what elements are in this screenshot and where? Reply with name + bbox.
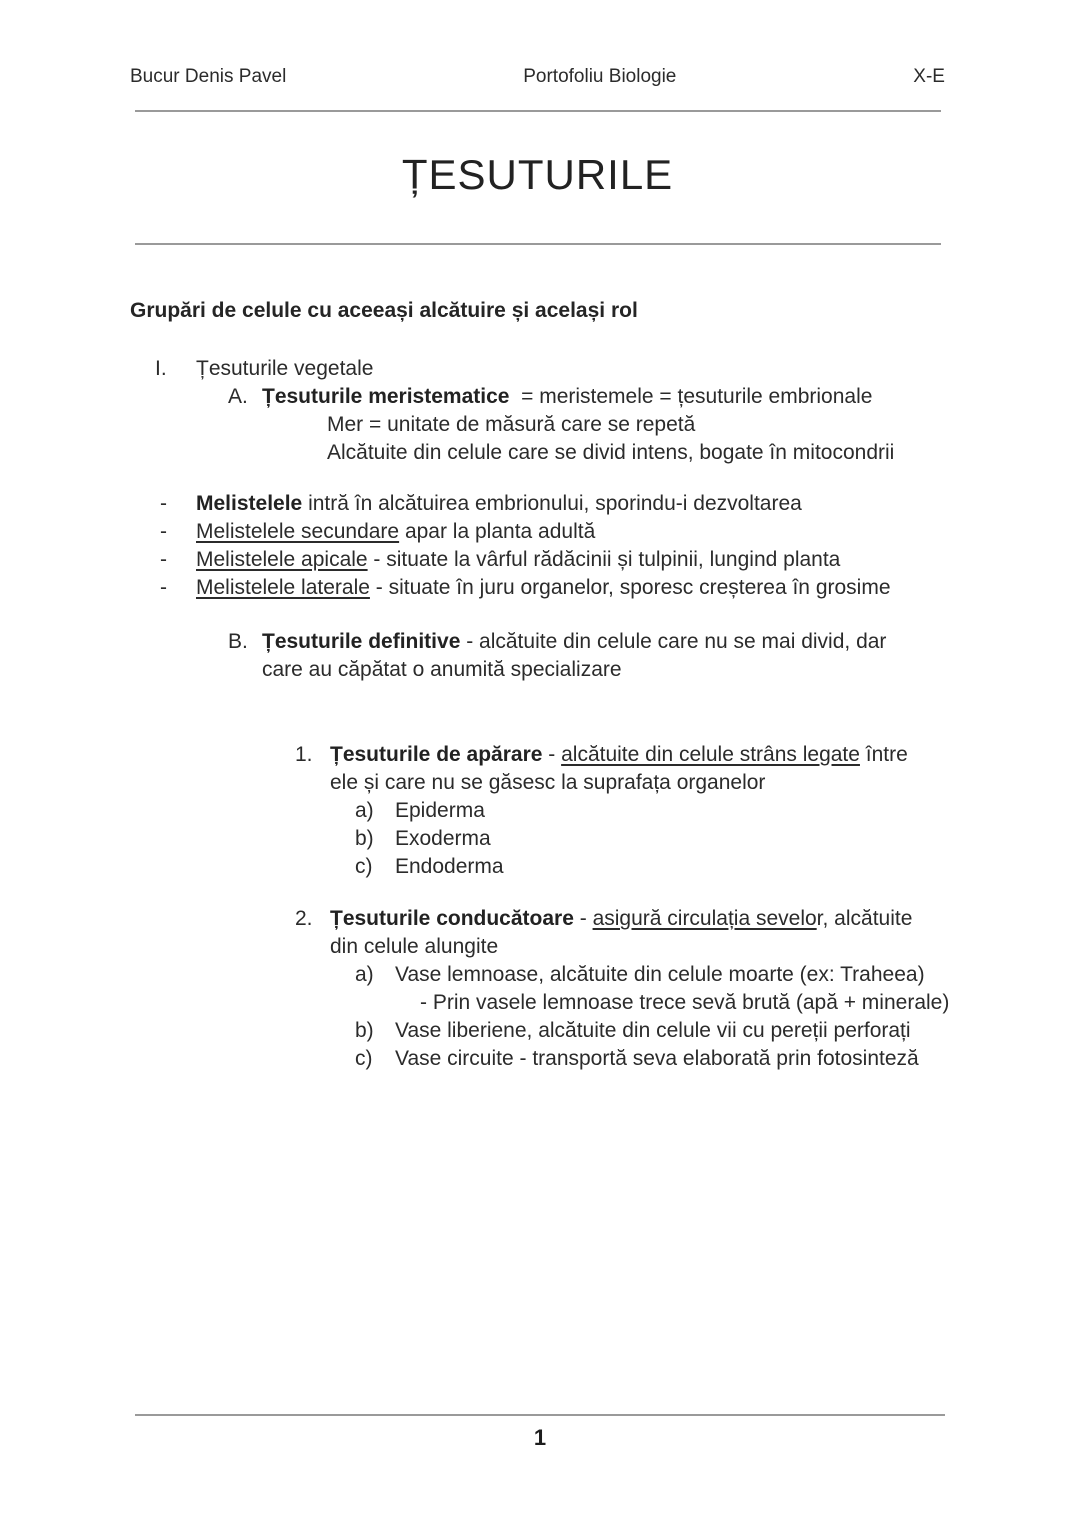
list-item-A-line2: Mer = unitate de măsură care se repetă <box>327 413 696 436</box>
dash-item-2-text <box>196 518 595 546</box>
list-item-B-line2: care au căpătat o anumită specializare <box>262 658 622 681</box>
sub-marker-2a: a) <box>355 963 374 986</box>
dash-item-2-rest: apar la planta adultă <box>399 520 596 543</box>
dash-list <box>130 490 945 602</box>
numbered-item-2 <box>130 905 945 933</box>
dash-item-3-rest: - situate la vârful rădăcinii și tulpinii, lungind planta <box>367 548 841 571</box>
header-divider <box>135 110 941 112</box>
dash-item-2 <box>130 518 945 546</box>
term-melistelele-apicale: Melistelele apicale <box>196 548 368 571</box>
header-class: X-E <box>913 66 945 87</box>
numbered-item-1-after: între <box>859 743 908 766</box>
numbered-item-1-sep: - <box>542 743 562 766</box>
numbered-item-2-block <box>130 905 950 1073</box>
term-tesuturile-definitive: Țesuturile definitive <box>262 630 461 653</box>
page-footer <box>135 1414 945 1452</box>
section-heading: Grupări de celule cu aceeași alcătuire și același rol <box>130 299 638 322</box>
sub-marker-1b: b) <box>355 827 374 850</box>
numbered-marker-2: 2. <box>295 907 313 930</box>
sub-item-2a-note: - Prin vasele lemnoase trece sevă brută (apă + minerale) <box>420 991 950 1014</box>
sub-marker-1a: a) <box>355 799 374 822</box>
term-tesuturile-conducatoare: Țesuturile conducătoare <box>330 907 574 930</box>
dash-item-3-text <box>196 546 840 574</box>
sub-marker-2c: c) <box>355 1047 373 1070</box>
list-item-B-rest: - alcătuite din celule care nu se mai divid, dar <box>460 630 887 653</box>
term-melistelele-secundare: Melistelele secundare <box>196 520 400 543</box>
numbered-item-1-block <box>130 741 945 881</box>
sub-item-2a <box>130 961 945 989</box>
header-author: Bucur Denis Pavel <box>130 66 287 87</box>
sub-item-1b-text: Exoderma <box>395 827 491 850</box>
dash-item-1-rest: intră în alcătuirea embrionului, sporindu-i dezvoltarea <box>302 492 802 515</box>
dash-marker: - <box>160 576 167 599</box>
sub-item-2c <box>130 1045 945 1073</box>
numbered-item-1-text <box>330 741 908 769</box>
term-tesuturile-de-aparare: Țesuturile de apărare <box>330 743 543 766</box>
numbered-item-1-line2: ele și care nu se găsesc la suprafața organelor <box>330 771 766 794</box>
footer-divider <box>135 1414 945 1416</box>
sub-item-1c-text: Endoderma <box>395 855 504 878</box>
list-marker-A: A. <box>228 385 248 408</box>
list-item-roman-I <box>130 355 945 383</box>
term-melistelele: Melistelele <box>196 492 303 515</box>
sub-item-2b <box>130 1017 945 1045</box>
sub-item-2a-text: Vase lemnoase, alcătuite din celule moarte (ex: Traheea) <box>395 963 925 986</box>
sub-item-1b <box>130 825 945 853</box>
title-divider <box>135 243 941 245</box>
list-item-A <box>130 383 945 411</box>
numbered-item-2-sep: - <box>573 907 593 930</box>
numbered-marker-1: 1. <box>295 743 313 766</box>
page-header <box>130 0 945 89</box>
list-item-B-text <box>262 628 886 656</box>
underlined-phrase-aparare: alcătuite din celule strâns legate <box>561 743 860 766</box>
list-item-roman-I-text: Țesuturile vegetale <box>196 357 374 380</box>
dash-item-1 <box>130 490 945 518</box>
sub-marker-1c: c) <box>355 855 373 878</box>
dash-item-1-text <box>196 490 802 518</box>
term-melistelele-laterale: Melistelele laterale <box>196 576 370 599</box>
underlined-phrase-conducatoare: asigură circulația sevelo <box>592 907 817 930</box>
list-item-A-text <box>262 383 872 411</box>
list-item-B-block <box>130 628 945 684</box>
numbered-item-1 <box>130 741 945 769</box>
numbered-item-2-after: r, alcătuite <box>816 907 913 930</box>
list-marker-B: B. <box>228 630 248 653</box>
list-item-B <box>130 628 945 656</box>
sub-item-1a-text: Epiderma <box>395 799 485 822</box>
list-item-A-rest: = meristemele = țesuturile embrionale <box>509 385 873 408</box>
numbered-item-2-line2: din celule alungite <box>330 935 499 958</box>
sub-item-1a <box>130 797 945 825</box>
dash-marker: - <box>160 492 167 515</box>
page-number: 1 <box>533 1425 547 1450</box>
numbered-item-2-text <box>330 905 912 933</box>
sub-item-2b-text: Vase liberiene, alcătuite din celule vii cu pereții perforați <box>395 1019 911 1042</box>
sub-marker-2b: b) <box>355 1019 374 1042</box>
sub-item-2c-text: Vase circuite - transportă seva elaborată prin fotosinteză <box>395 1047 919 1070</box>
list-marker-roman-I: I. <box>155 357 167 380</box>
dash-marker: - <box>160 548 167 571</box>
list-item-A-line3: Alcătuite din celule care se divid intens, bogate în mitocondrii <box>327 441 895 464</box>
term-tesuturile-meristematice: Țesuturile meristematice <box>262 385 510 408</box>
header-subject: Portofoliu Biologie <box>523 66 677 87</box>
sub-item-1c <box>130 853 945 881</box>
dash-item-4-rest: - situate în juru organelor, sporesc creșterea în grosime <box>369 576 891 599</box>
dash-item-4 <box>130 574 945 602</box>
dash-item-4-text <box>196 574 891 602</box>
document-title: ȚESUTURILE <box>401 151 674 198</box>
dash-item-3 <box>130 546 945 574</box>
dash-marker: - <box>160 520 167 543</box>
